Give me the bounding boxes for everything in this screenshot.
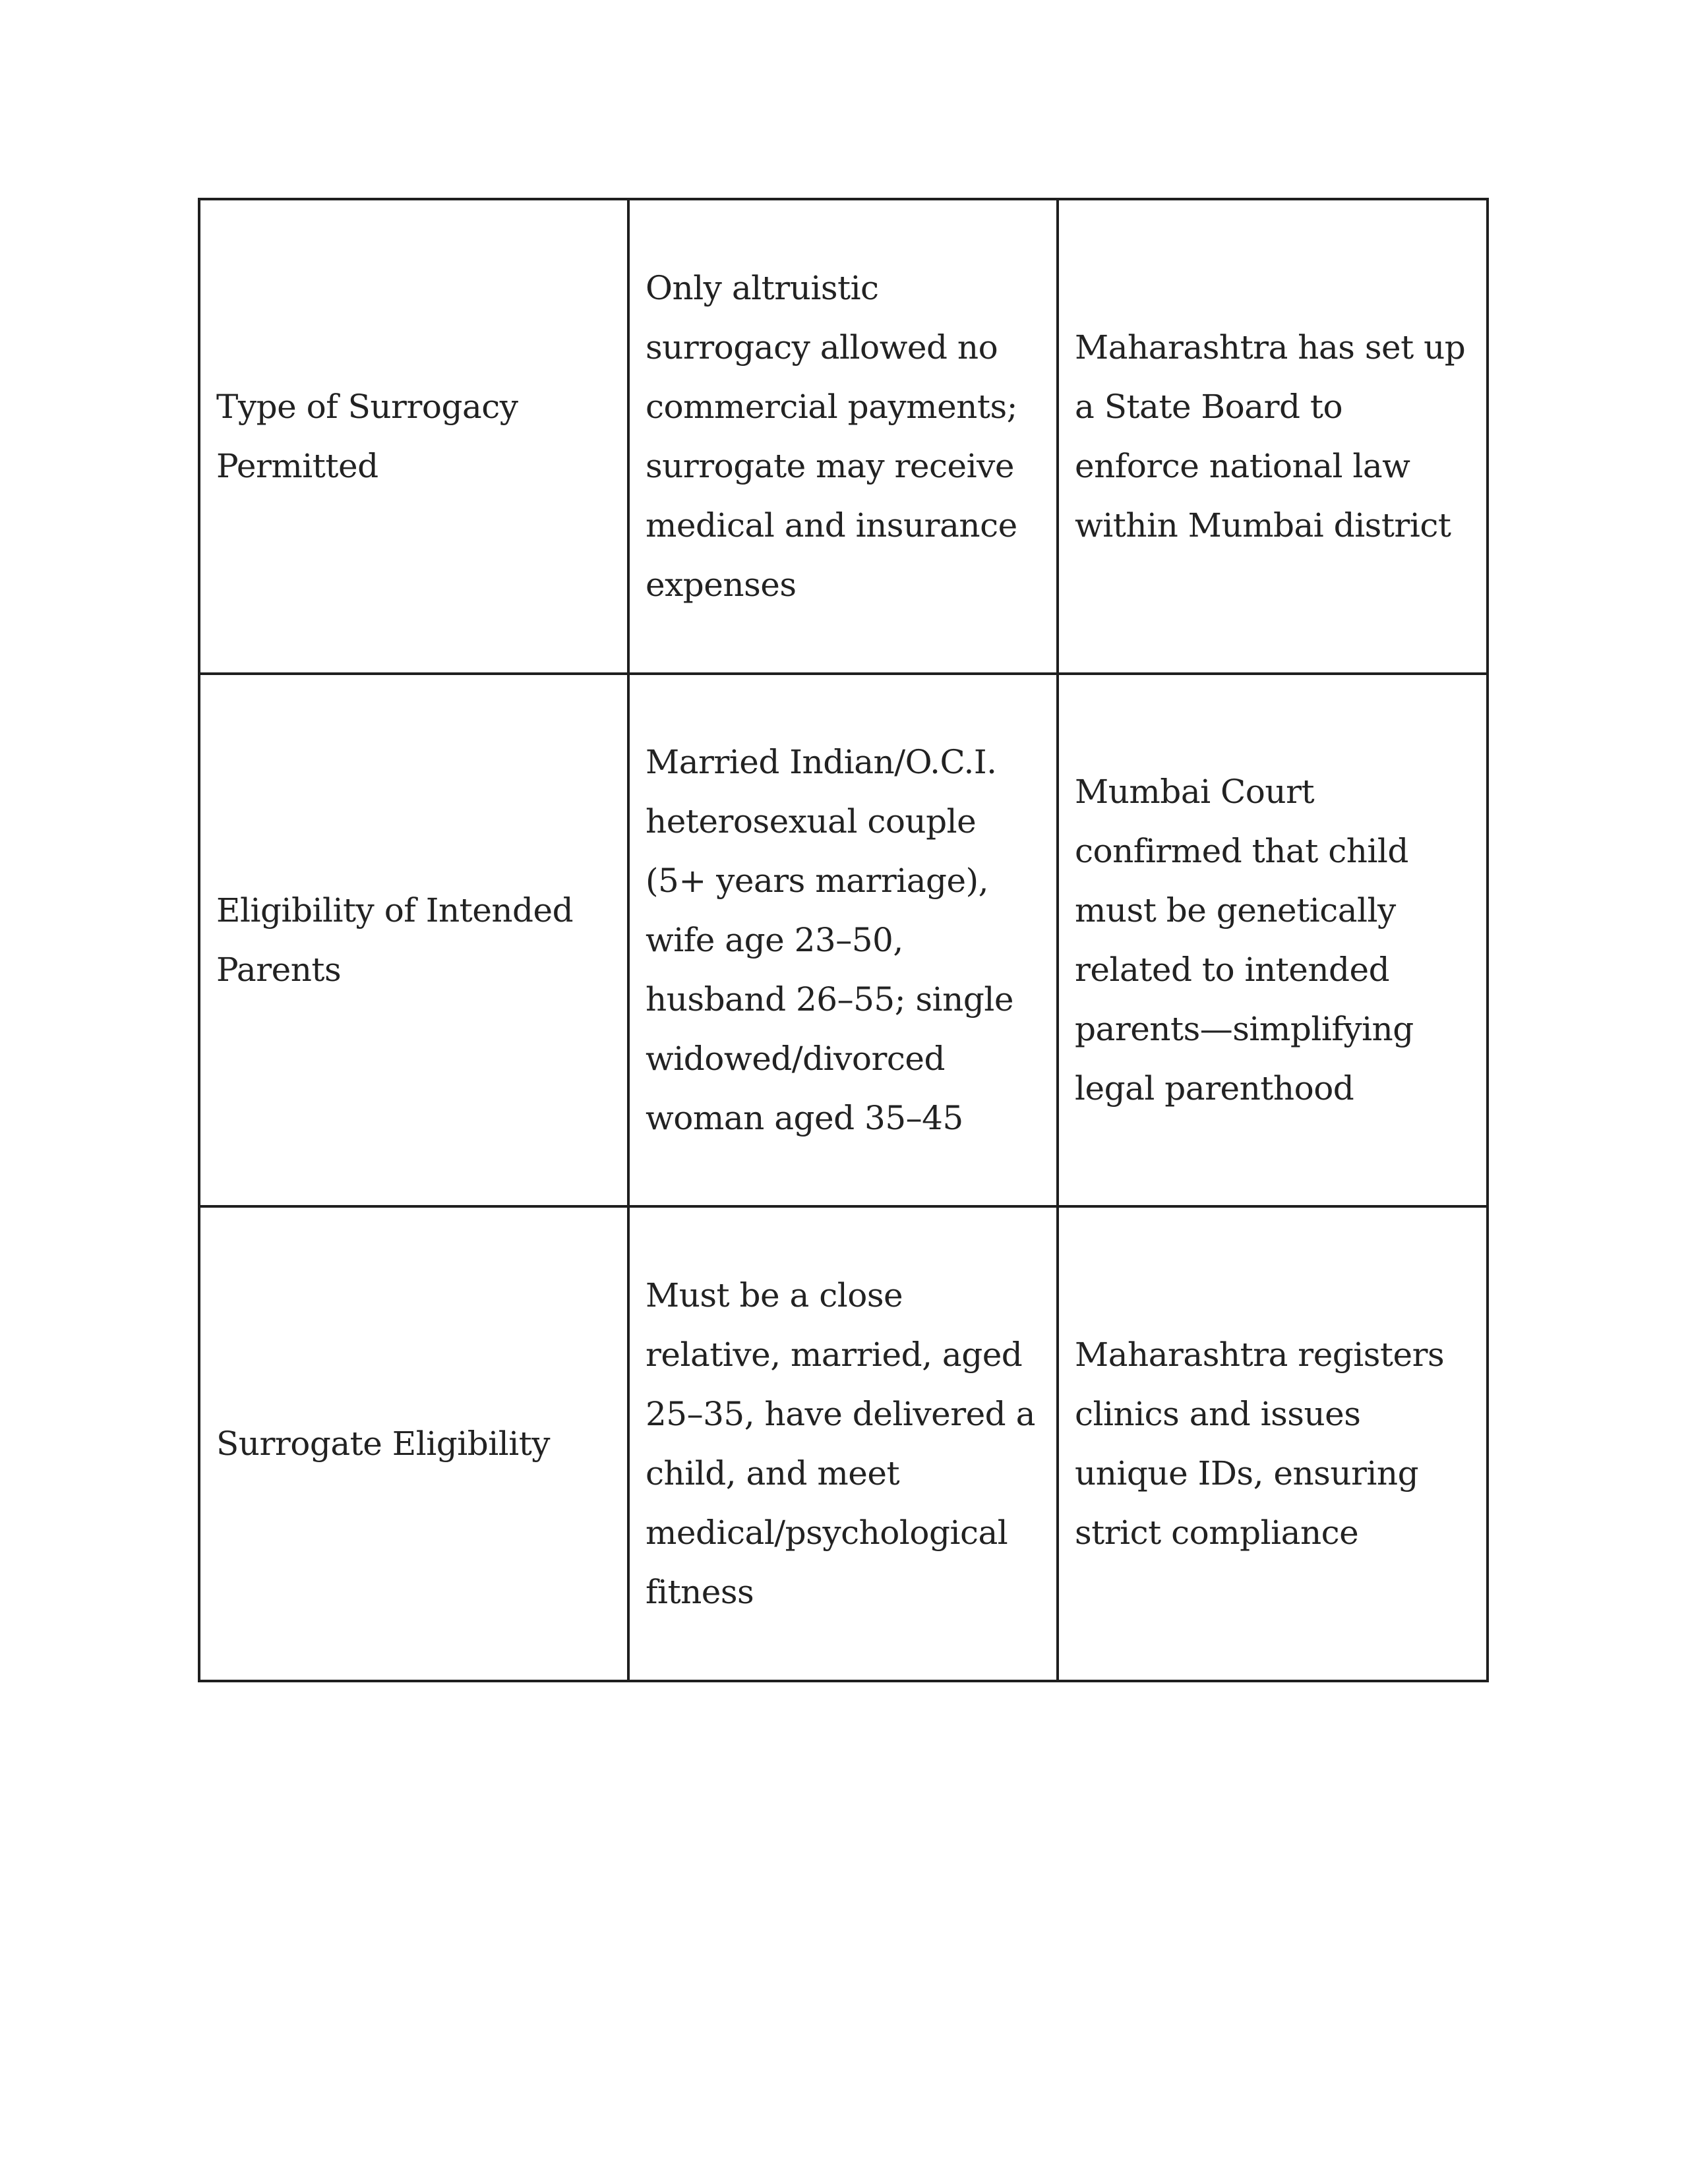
table-cell-national-law [628,199,1058,674]
cell-text: Maharashtra registers clinics and issues unique IDs, ensuring strict compliance [1075,1336,1445,1552]
table-cell-aspect [199,199,628,674]
cell-text: Mumbai Court confirmed that child must be genetically related to intended parents—simplifying legal parenthood [1075,773,1414,1107]
table-cell-mumbai-notes [1058,674,1488,1206]
cell-text: Surrogate Eligibility [216,1425,551,1463]
cell-text: Must be a close relative, married, aged 25–35, have delivered a child, and meet medical/psychological fitness [646,1276,1035,1611]
cell-text: Type of Surrogacy Permitted [216,388,518,485]
table-row [199,674,1488,1206]
table-cell-aspect [199,674,628,1206]
table-cell-national-law [628,1206,1058,1681]
cell-text: Only altruistic surrogacy allowed no commercial payments; surrogate may receive medical and insurance expenses [646,269,1017,604]
surrogacy-comparison-table [198,198,1489,1682]
table-cell-mumbai-notes [1058,1206,1488,1681]
cell-text: Eligibility of Intended Parents [216,891,574,989]
table-row [199,199,1488,674]
cell-text: Maharashtra has set up a State Board to enforce national law within Mumbai district [1075,328,1466,545]
cell-text: Married Indian/O.C.I. heterosexual couple (5+ years marriage), wife age 23–50, husband 26–55; single widowed/divorced woman aged 35–45 [646,743,1013,1137]
table-cell-national-law [628,674,1058,1206]
table-row [199,1206,1488,1681]
table-cell-mumbai-notes [1058,199,1488,674]
table-cell-aspect [199,1206,628,1681]
